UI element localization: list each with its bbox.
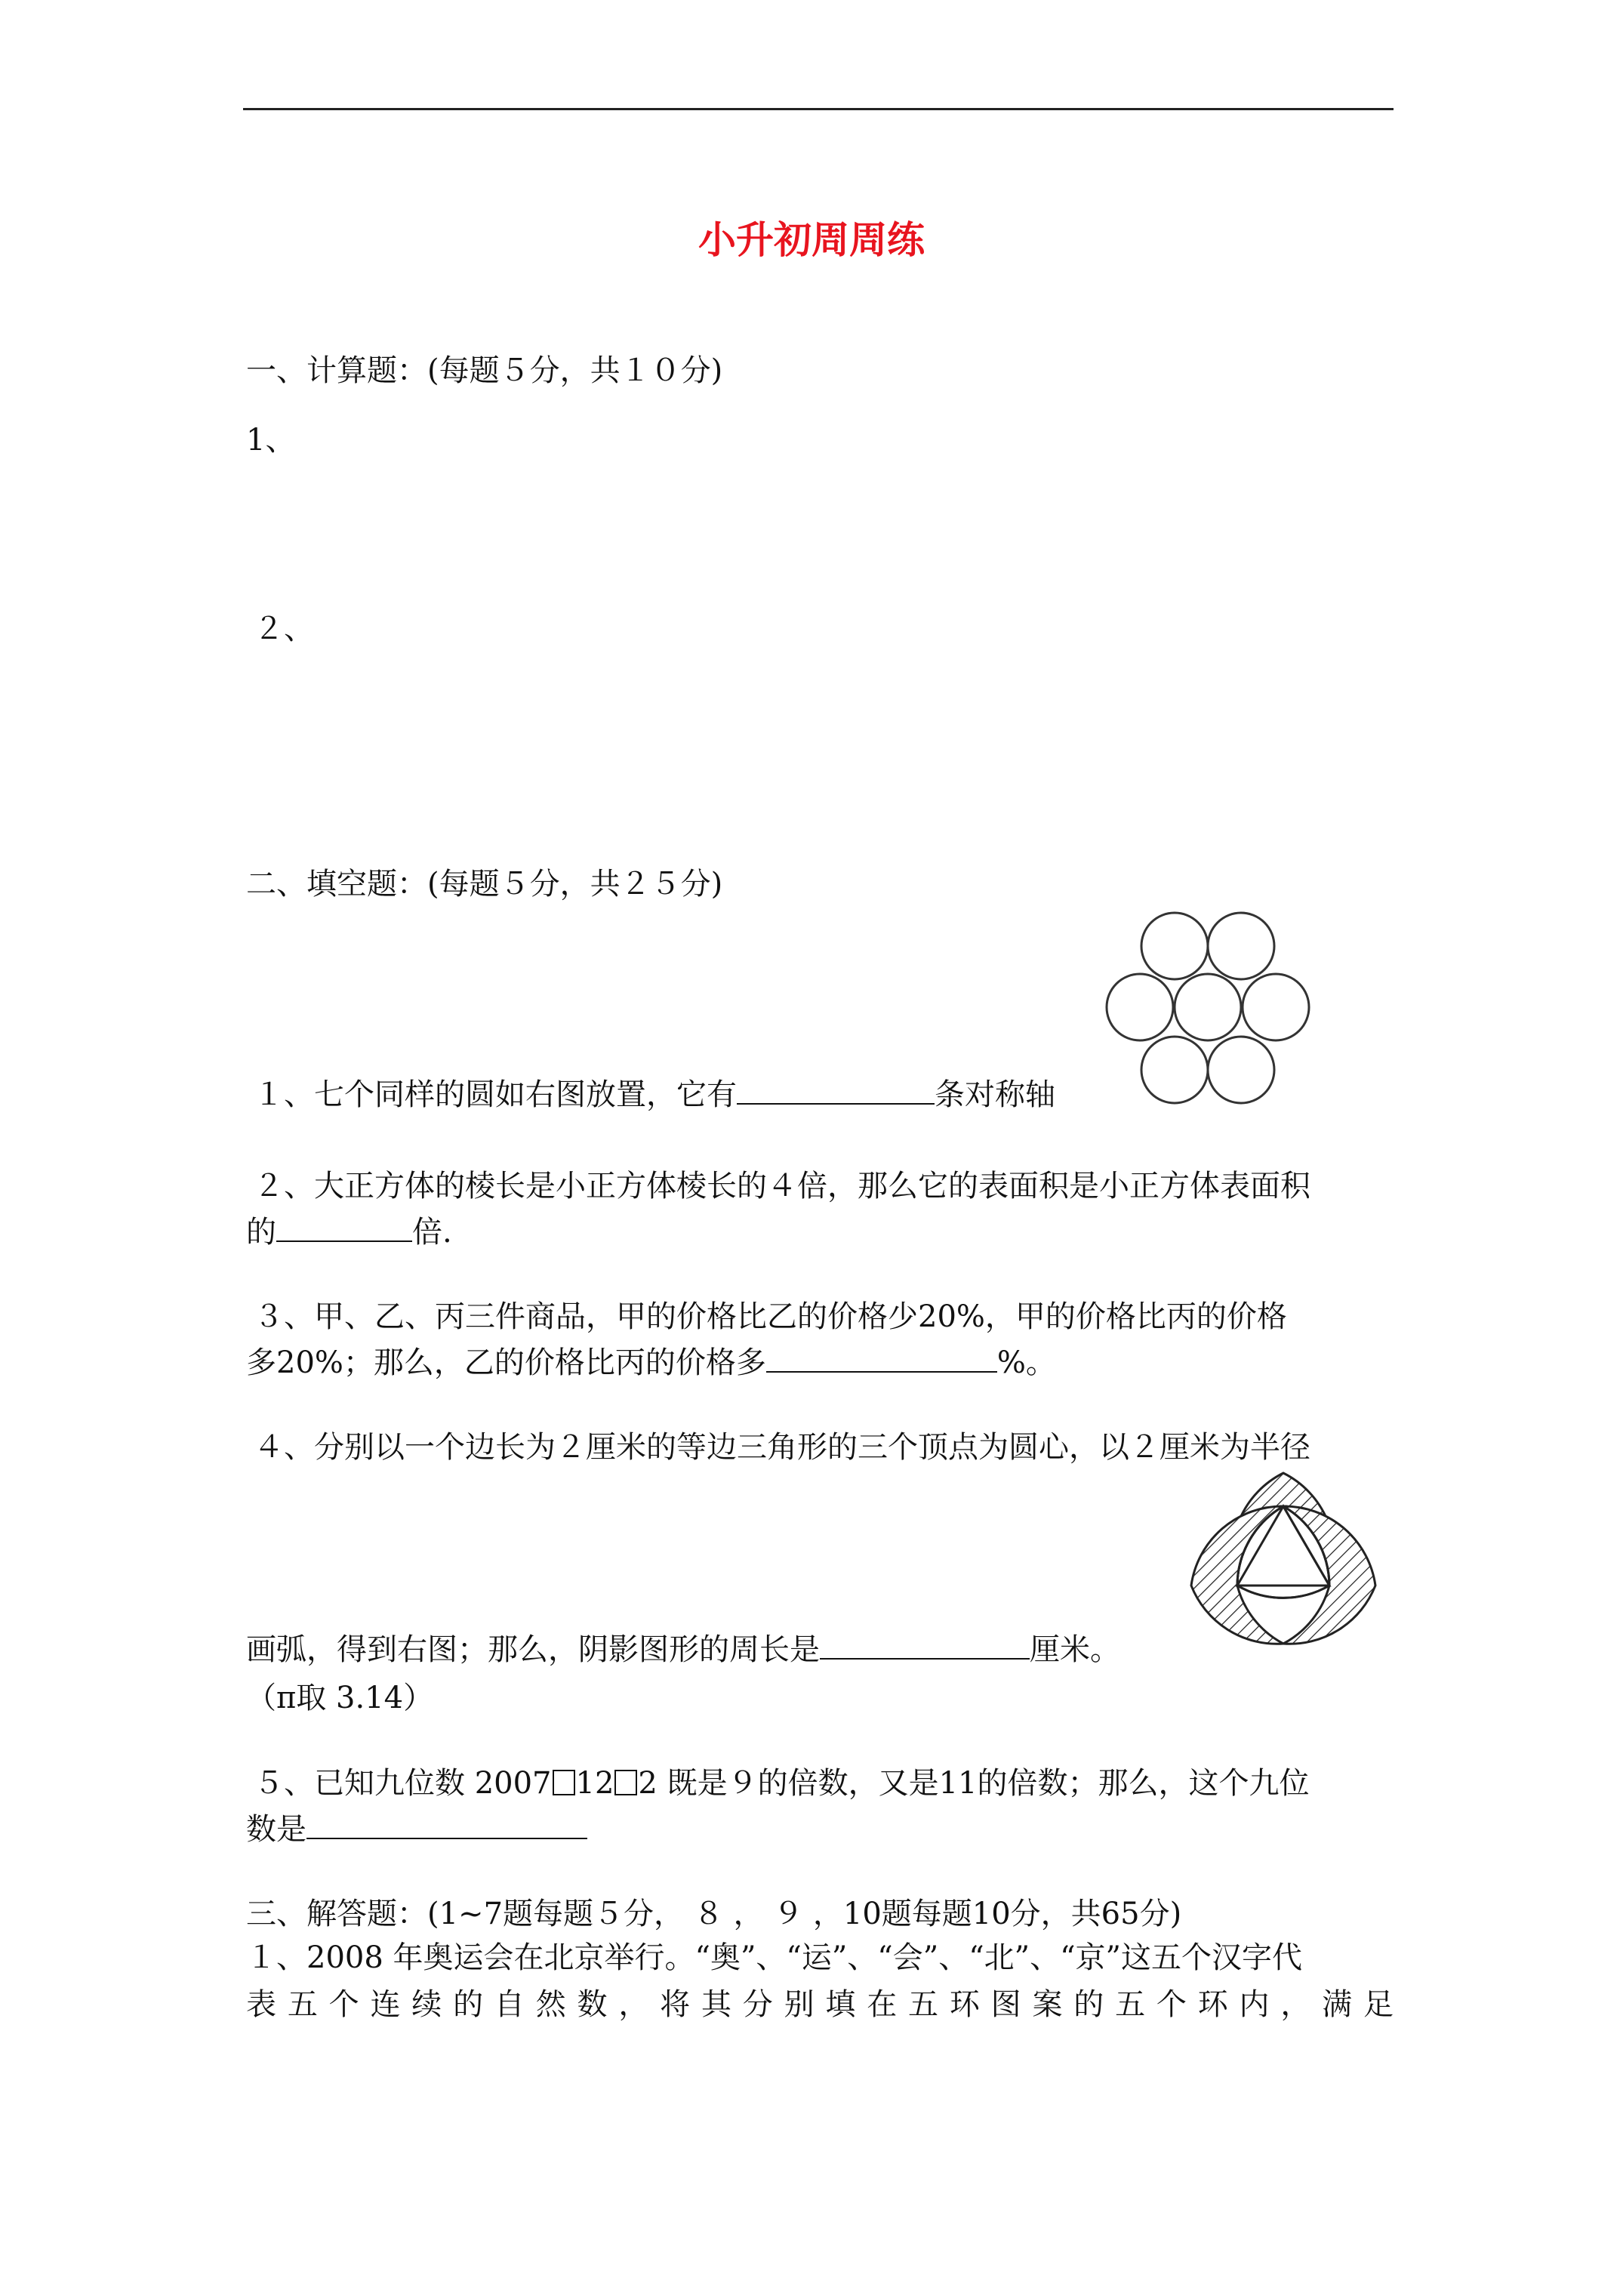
spread-char: 足 — [1363, 1987, 1394, 2022]
spread-char: 分 — [742, 1987, 773, 2022]
spread-char: 图 — [990, 1987, 1021, 2022]
seven-circles-figure — [1102, 910, 1313, 1144]
spread-char: 其 — [701, 1987, 731, 2022]
spread-char: 五 — [908, 1987, 938, 2022]
spread-char: 五 — [287, 1987, 318, 2022]
spread-char: 内 — [1239, 1987, 1270, 2022]
section-2-question-4-line-2: 画弧，得到右图；那么，阴影图形的周长是 厘米。 — [246, 1628, 1120, 1670]
spread-char: 案 — [1032, 1987, 1063, 2022]
digit-box-2[interactable] — [614, 1770, 637, 1795]
circle-bottom-left — [1141, 1037, 1208, 1103]
spread-char: 数 — [577, 1987, 608, 2022]
section-2-question-3-line-1: ３、甲、乙、丙三件商品，甲的价格比乙的价格少20%，甲的价格比丙的价格 — [254, 1299, 1287, 1334]
shaded-arc-figure — [1185, 1469, 1381, 1650]
digit-box-1[interactable] — [553, 1770, 575, 1795]
answer-blank-2[interactable] — [276, 1210, 412, 1242]
section-2-question-2-line-1: ２、大正方体的棱长是小正方体棱长的４倍，那么它的表面积是小正方体表面积 — [254, 1169, 1310, 1203]
spread-char: 在 — [867, 1987, 898, 2022]
spread-char: 五 — [1115, 1987, 1146, 2022]
section-1-question-2: ２、 — [254, 612, 314, 646]
spread-char: 的 — [1073, 1987, 1104, 2022]
header-rule — [243, 108, 1394, 110]
spread-char: 环 — [1197, 1987, 1228, 2022]
spread-char: 的 — [453, 1987, 484, 2022]
section-3-heading: 三、解答题：(1~7题每题５分， ８ ， ９ ，10题每题10分，共65分) — [246, 1897, 1182, 1931]
section-2-question-3-line-2: 多20%；那么，乙的价格比丙的价格多 %。 — [246, 1341, 1056, 1383]
section-1-question-1: 1、 — [246, 423, 296, 458]
spread-char: 续 — [411, 1987, 442, 2022]
spread-char: 表 — [246, 1987, 276, 2022]
section-1-heading: 一、计算题：(每题５分，共１０分) — [246, 353, 723, 388]
spread-char: 自 — [494, 1987, 525, 2022]
spread-char: 满 — [1322, 1987, 1353, 2022]
section-2-question-4-note: （π取 3.14） — [246, 1681, 434, 1715]
circle-middle-left — [1107, 974, 1173, 1040]
circle-center — [1175, 974, 1241, 1040]
spread-char: 将 — [660, 1987, 691, 2022]
answer-blank-5[interactable] — [306, 1808, 587, 1839]
circle-bottom-right — [1208, 1037, 1274, 1103]
circle-middle-right — [1243, 974, 1309, 1040]
answer-blank-1[interactable] — [737, 1073, 935, 1105]
section-2-question-5-line-2: 数是 — [246, 1808, 587, 1850]
spread-char: 个 — [1156, 1987, 1187, 2022]
spread-char: 个 — [328, 1987, 359, 2022]
spread-char: ， — [618, 1987, 649, 2022]
spread-char: 环 — [949, 1987, 980, 2022]
spread-char: 连 — [370, 1987, 401, 2022]
section-2-question-4-line-1: ４、分别以一个边长为２厘米的等边三角形的三个顶点为圆心，以２厘米为半径 — [254, 1430, 1310, 1465]
circle-top-right — [1208, 913, 1274, 979]
answer-blank-4[interactable] — [820, 1628, 1030, 1660]
answer-blank-3[interactable] — [766, 1341, 997, 1373]
section-2-heading: 二、填空题：(每题５分，共２５分) — [246, 867, 723, 901]
spread-char: ， — [1280, 1987, 1311, 2022]
section-3-question-1-line-2 — [246, 1984, 1394, 2025]
spread-char: 别 — [784, 1987, 815, 2022]
section-2-question-1: １、七个同样的圆如右图放置，它有 条对称轴 — [254, 1073, 1055, 1115]
section-2-question-2-line-2: 的 倍. — [246, 1210, 452, 1253]
spread-char: 然 — [535, 1987, 566, 2022]
page-title: 小升初周周练 — [698, 217, 925, 262]
section-2-question-5-line-1: ５、已知九位数 2007 12 2 既是９的倍数，又是11的倍数；那么，这个九位 — [254, 1766, 1310, 1801]
spread-char: 填 — [825, 1987, 856, 2022]
circle-top-left — [1141, 913, 1208, 979]
section-3-question-1-line-1: １、2008 年奥运会在北京举行。“奥”、“运”、“会”、“北”、“京”这五个汉字代 — [246, 1940, 1303, 1975]
